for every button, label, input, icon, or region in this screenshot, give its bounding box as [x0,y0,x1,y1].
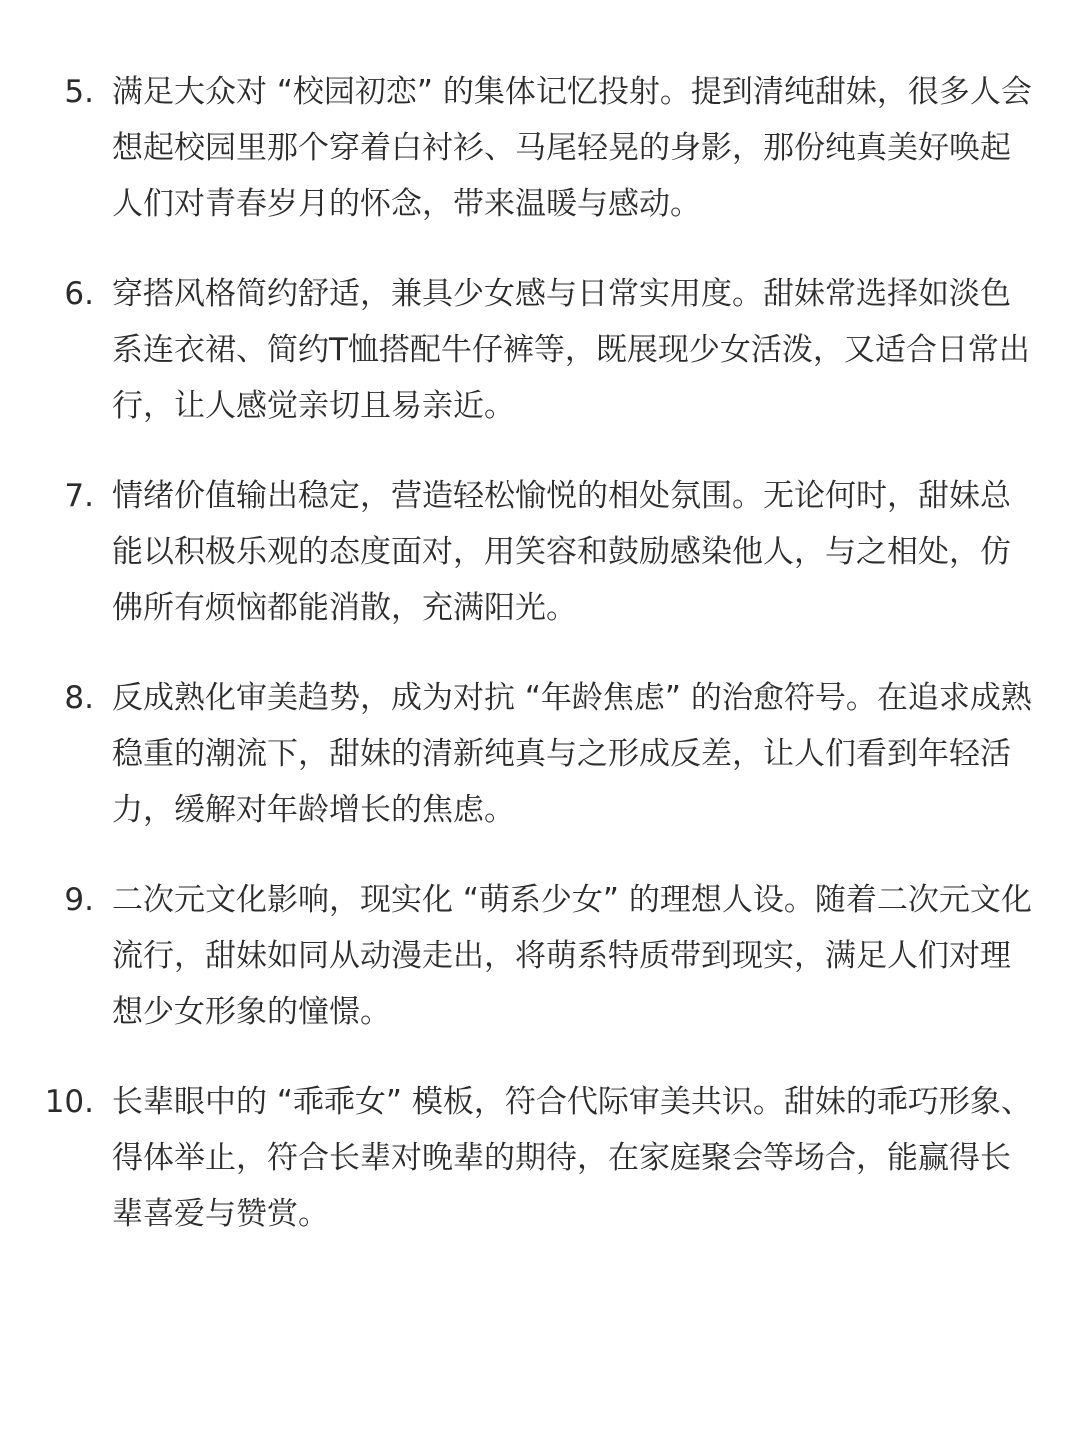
list-item [0,670,1080,838]
list-item-number: 5. [64,74,94,110]
list-item-number: 7. [64,478,94,514]
list-item [0,468,1080,636]
list-item-text: 满足大众对 “校园初恋” 的集体记忆投射。提到清纯甜妹，很多人会想起校园里那个穿着白衬衫、马尾轻晃的身影，那份纯真美好唤起人们对青春岁月的怀念，带来温暖与感动。 [112,74,1032,222]
list-item-text: 穿搭风格简约舒适，兼具少女感与日常实用度。甜妹常选择如淡色系连衣裙、简约T恤搭配牛仔裤等，既展现少女活泼，又适合日常出行，让人感觉亲切且易亲近。 [112,276,1030,424]
list-item [0,872,1080,1040]
list-item-text: 长辈眼中的 “乖乖女” 模板，符合代际审美共识。甜妹的乖巧形象、得体举止，符合长辈对晚辈的期待，在家庭聚会等场合，能赢得长辈喜爱与赞赏。 [112,1084,1032,1232]
numbered-list [0,64,1080,1276]
list-item [0,64,1080,232]
list-item-number: 6. [64,276,94,312]
list-item-number: 8. [64,680,94,716]
list-item-text: 反成熟化审美趋势，成为对抗 “年龄焦虑” 的治愈符号。在追求成熟稳重的潮流下，甜妹的清新纯真与之形成反差，让人们看到年轻活力，缓解对年龄增长的焦虑。 [112,680,1032,828]
list-item-text: 二次元文化影响，现实化 “萌系少女” 的理想人设。随着二次元文化流行，甜妹如同从动漫走出，将萌系特质带到现实，满足人们对理想少女形象的憧憬。 [112,882,1032,1030]
list-item-number: 9. [64,882,94,918]
list-item [0,1074,1080,1242]
list-item-number: 10. [44,1084,94,1120]
list-item [0,266,1080,434]
list-item-text: 情绪价值输出稳定，营造轻松愉悦的相处氛围。无论何时，甜妹总能以积极乐观的态度面对，用笑容和鼓励感染他人，与之相处，仿佛所有烦恼都能消散，充满阳光。 [112,478,1011,626]
